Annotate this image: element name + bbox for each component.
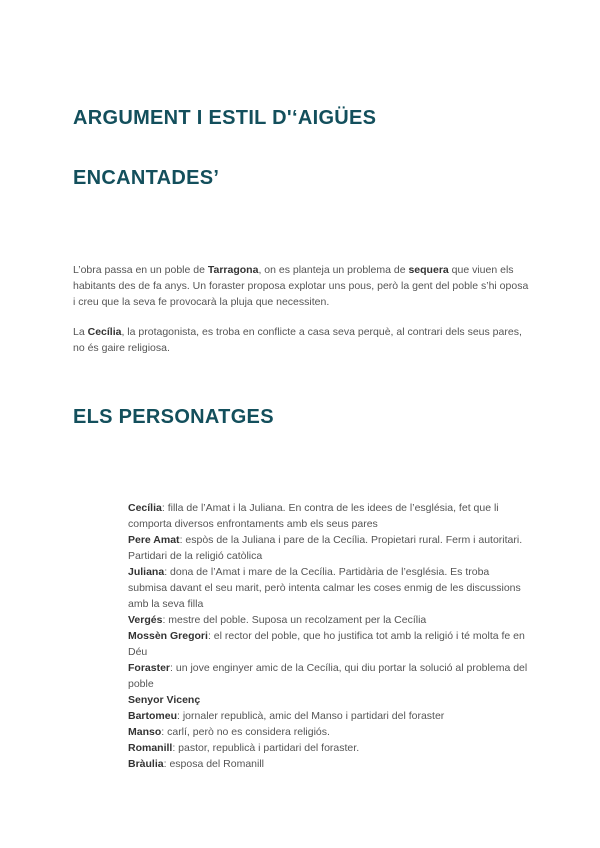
argument-paragraph-2 <box>73 324 531 356</box>
page-title-line-2: ENCANTADES’ <box>73 167 220 189</box>
character-description: : esposa del Romanill <box>163 758 264 770</box>
list-item <box>128 500 528 532</box>
character-description: : filla de l’Amat i la Juliana. En contra de les idees de l’església, fet que li comporta diversos enfrontaments amb els seus pares <box>128 502 499 530</box>
list-item <box>128 628 528 660</box>
character-name: Juliana <box>128 566 165 578</box>
list-item <box>128 740 528 756</box>
list-item <box>128 532 528 564</box>
section-title-characters: ELS PERSONATGES <box>73 406 274 428</box>
character-description: : pastor, republicà i partidari del foraster. <box>172 742 360 754</box>
character-name: Senyor Vicenç <box>128 694 201 706</box>
list-item <box>128 724 528 740</box>
text-run: , on es planteja un problema de <box>258 264 409 276</box>
character-name: Manso <box>128 726 162 738</box>
list-item <box>128 692 528 708</box>
text-run-bold: Tarragona <box>207 264 259 276</box>
character-name: Bartomeu <box>128 710 178 722</box>
text-run-bold: Cecília <box>87 326 122 338</box>
list-item <box>128 564 528 612</box>
character-name: Mossèn Gregori <box>128 630 208 642</box>
character-description: : mestre del poble. Suposa un recolzament per la Cecília <box>162 614 427 626</box>
character-name: Bràulia <box>128 758 164 770</box>
text-run: , la protagonista, es troba en conflicte a casa seva perquè, al contrari dels seus pares, no és gaire religiosa. <box>73 326 522 354</box>
character-name: Cecília <box>128 502 162 514</box>
character-description: : el rector del poble, que ho justifica tot amb la religió i té molta fe en Déu <box>128 630 525 658</box>
text-run-bold: sequera <box>408 264 449 276</box>
list-item <box>128 612 528 628</box>
list-item <box>128 756 528 772</box>
character-name: Romanill <box>128 742 173 754</box>
character-description: : carlí, però no es considera religiós. <box>161 726 330 738</box>
list-item <box>128 708 528 724</box>
character-description: : dona de l’Amat i mare de la Cecília. Partidària de l’església. Es troba submisa davant el seu marit, però intenta calmar les coses enmig de les discussions amb la seva filla <box>128 566 521 610</box>
text-run: La <box>73 326 88 338</box>
character-name: Foraster <box>128 662 171 674</box>
character-description: : espòs de la Juliana i pare de la Cecília. Propietari rural. Ferm i autoritari. Partidari de la religió catòlica <box>128 534 523 562</box>
character-name: Pere Amat <box>128 534 180 546</box>
character-description: : un jove enginyer amic de la Cecília, qui diu portar la solució al problema del poble <box>128 662 528 690</box>
characters-list <box>128 500 528 772</box>
character-name: Vergés <box>128 614 163 626</box>
character-description: : jornaler republicà, amic del Manso i partidari del foraster <box>177 710 445 722</box>
text-run: L’obra passa en un poble de <box>73 264 208 276</box>
text-run: que viuen els habitants des de fa anys. Un foraster proposa explotar uns pous, però la gent del poble s’hi oposa i creu que la seva fe provocarà la pluja que necessiten. <box>73 264 529 308</box>
list-item <box>128 660 528 692</box>
argument-paragraph-1 <box>73 262 531 310</box>
page-title-line-1: ARGUMENT I ESTIL D'‘AIGÜES <box>73 107 377 129</box>
